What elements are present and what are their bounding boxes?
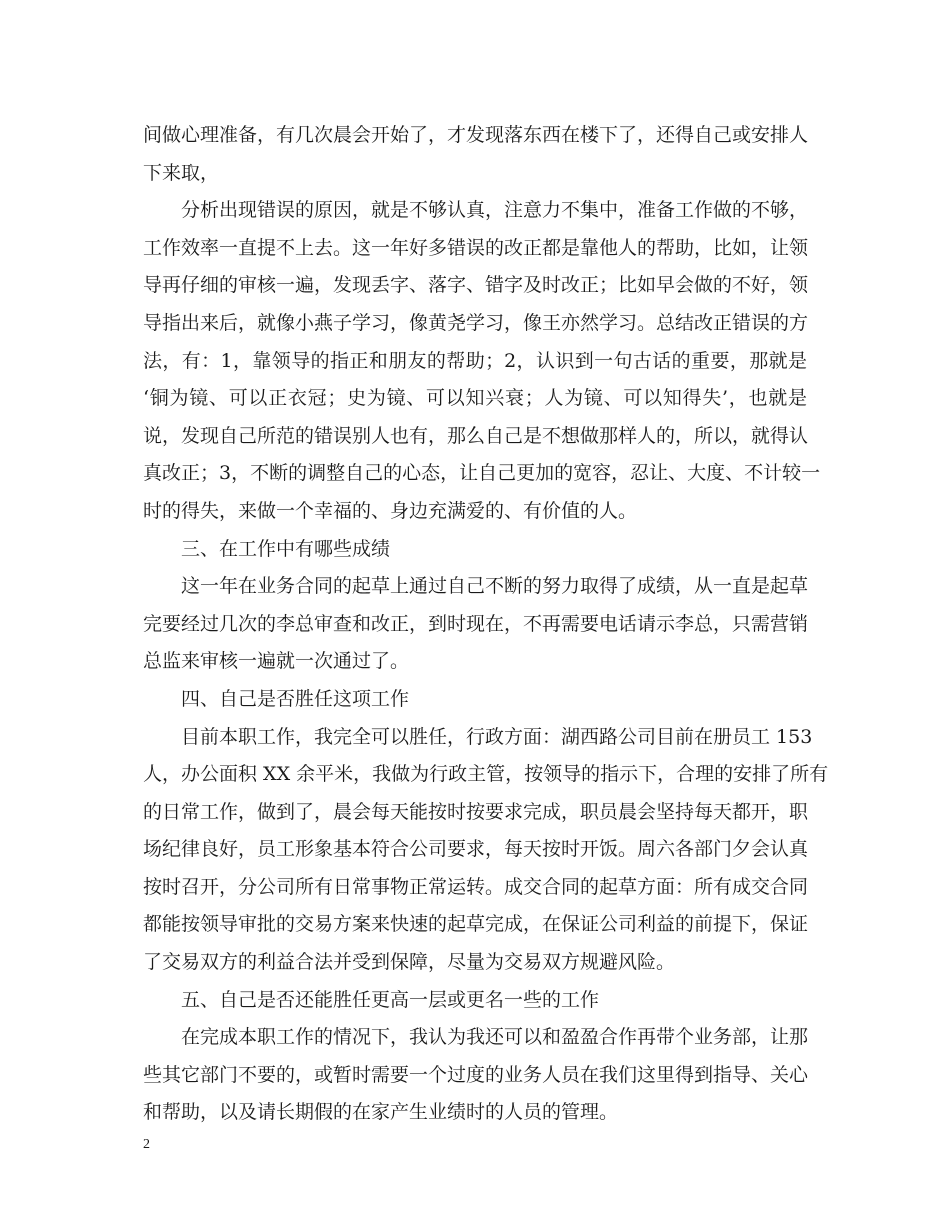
- text-line: 的日常工作，做到了，晨会每天能按时按要求完成，职员晨会坚持每天都开，职: [143, 800, 809, 823]
- text-line: 人，办公面积 XX 余平米，我做为行政主管，按领导的指示下，合理的安排了所有: [143, 763, 829, 786]
- text-line: 法，有：1，靠领导的指正和朋友的帮助；2，认识到一句古话的重要，那就是: [143, 349, 807, 372]
- text-line: 和帮助，以及请长期假的在家产生业绩时的人员的管理。: [143, 1101, 619, 1124]
- text-line: 分析出现错误的原因，就是不够认真，注意力不集中，准备工作做的不够，: [181, 199, 809, 222]
- text-line: 完要经过几次的李总审查和改正，到时现在，不再需要电话请示李总，只需营销: [143, 612, 809, 635]
- text-line: 目前本职工作，我完全可以胜任，行政方面：湖西路公司目前在册员工 153: [181, 725, 813, 748]
- text-line: 都能按领导审批的交易方案来快速的起草完成，在保证公司利益的前提下，保证: [143, 913, 809, 936]
- text-line: 真改正；3，不断的调整自己的心态，让自己更加的宽容，忍让、大度、不计较一: [143, 462, 821, 485]
- text-line: 下来取，: [143, 161, 220, 184]
- text-line: 在完成本职工作的情况下，我认为我还可以和盈盈合作再带个业务部，让那: [181, 1026, 809, 1049]
- text-line: 导指出来后，就像小燕子学习，像黄尧学习，像王亦然学习。总结改正错误的方: [143, 311, 809, 334]
- text-line: 这一年在业务合同的起草上通过自己不断的努力取得了成绩，从一直是起草: [181, 575, 809, 598]
- text-line: 总监来审核一遍就一次通过了。: [143, 650, 410, 673]
- text-line: 三、在工作中有哪些成绩: [181, 537, 391, 560]
- text-line: 说，发现自己所范的错误别人也有，那么自己是不想做那样人的，所以，就得认: [143, 424, 809, 447]
- page-number: 2: [143, 1137, 150, 1152]
- text-line: 时的得失，来做一个幸福的、身边充满爱的、有价值的人。: [143, 499, 638, 522]
- text-line: 了交易双方的利益合法并受到保障，尽量为交易双方规避风险。: [143, 951, 676, 974]
- text-line: ‘铜为镜、可以正衣冠；史为镜、可以知兴衰；人为镜、可以知得失’，也就是: [143, 387, 807, 410]
- text-line: 些其它部门不要的，或暂时需要一个过度的业务人员在我们这里得到指导、关心: [143, 1063, 809, 1086]
- document-body: [143, 117, 829, 1132]
- text-line: 按时召开，分公司所有日常事物正常运转。成交合同的起草方面：所有成交合同: [143, 875, 809, 898]
- text-line: 导再仔细的审核一遍，发现丢字、落字、错字及时改正；比如早会做的不好，领: [143, 274, 809, 297]
- text-line: 间做心理准备，有几次晨会开始了，才发现落东西在楼下了，还得自己或安排人: [143, 124, 809, 146]
- text-line: 四、自己是否胜任这项工作: [181, 687, 410, 710]
- text-line: 五、自己是否还能胜任更高一层或更名一些的工作: [181, 988, 600, 1011]
- text-line: 场纪律良好，员工形象基本符合公司要求，每天按时开饭。周六各部门夕会认真: [143, 838, 809, 861]
- text-line: 工作效率一直提不上去。这一年好多错误的改正都是靠他人的帮助，比如，让领: [143, 236, 809, 259]
